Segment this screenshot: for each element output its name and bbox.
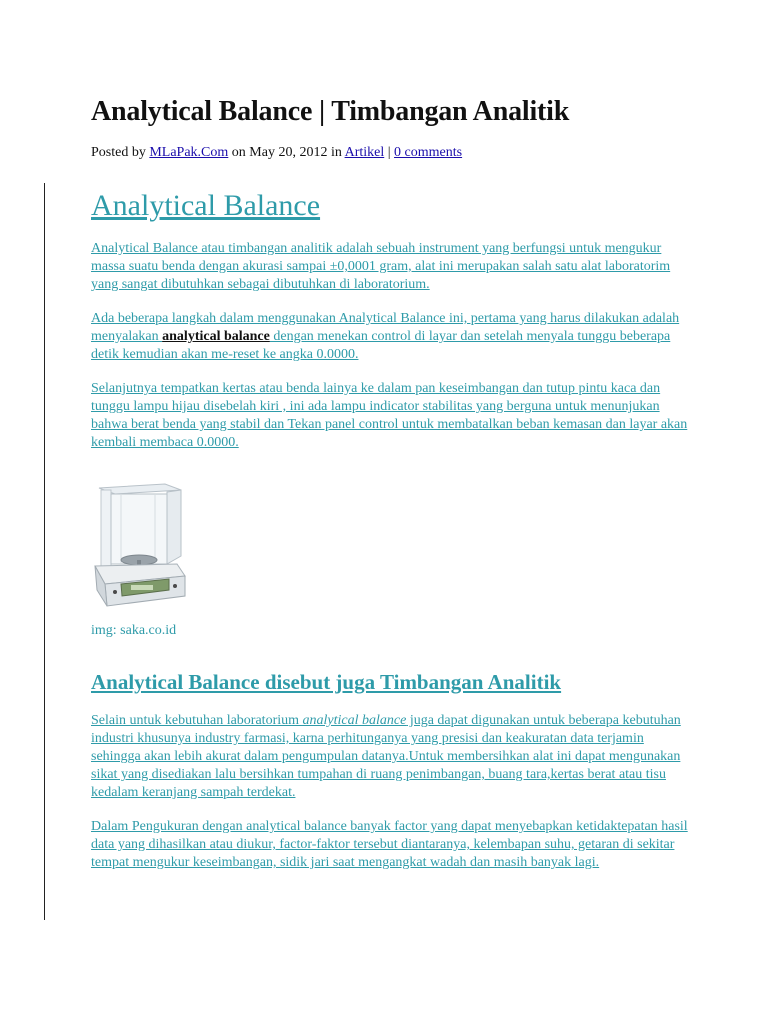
meta-date: on May 20, 2012 in [228,145,345,160]
section1-paragraph-3[interactable]: Selanjutnya tempatkan kertas atau benda lainya ke dalam pan keseimbangan dan tutup pintu kaca dan tunggu lampu hijau disebelah kiri , ini ada lampu indicator stabilitas yang berguna untuk menunjukan bahwa berat benda yang stabil dan Tekan panel control untuk membatalkan beban kemasan dan layar akan kembali membaca 0.0000. [91,381,688,450]
meta-prefix: Posted by [91,145,150,160]
analytical-balance-icon [91,480,187,608]
italic-term: analytical balance [302,713,407,728]
margin-rule [44,183,45,920]
section2-paragraph-1[interactable]: Selain untuk kebutuhan laboratorium analytical balance juga dapat digunakan untuk beberapa kebutuhan industri khusunya industry farmasi, karna perhitunganya yang presisi dan keakuratan data terjamin sehingga akan lebih akurat dalam pengumpulan datanya.Untuk membersihkan alat ini dapat mengunakan sikat yang disediakan lalu bersihkan tumpahan di ruang penimbangan, buang tara,kertas berat atau tisu kedalam keranjang sampah terdekat. [91,713,681,800]
author-link[interactable]: MLaPak.Com [149,145,229,160]
category-link[interactable]: Artikel [344,145,385,160]
bold-term: analytical balance [162,329,270,344]
image-caption: img: saka.co.id [91,623,177,638]
article [91,92,691,872]
analytical-balance-image [91,480,187,608]
post-meta [91,144,691,162]
section2-paragraph-2[interactable]: Dalam Pengukuran dengan analytical balance banyak factor yang dapat menyebapkan ketidaktepatan hasil data yang dihasilkan atau diukur, factor-faktor tersebut diantaranya, kelembapan suhu, getaran di sekitar tempat mengukur keseimbangan, sidik jari saat mengangkat wadah dan masih banyak lagi. [91,819,688,870]
section-heading-timbangan-analitik[interactable]: Analytical Balance disebut juga Timbangan Analitik [91,670,562,694]
post-title: Analytical Balance | Timbangan Analitik [91,96,570,127]
section1-paragraph-1[interactable]: Analytical Balance atau timbangan analitik adalah sebuah instrument yang berfungsi untuk mengukur massa suatu benda dengan akurasi sampai ±0,0001 gram, alat ini merupakan salah satu alat laboratorim yang sangat dibutuhkan sebagai dibutuhkan di laboratorium. [91,241,671,292]
meta-separator: | [384,145,395,160]
section1-paragraph-2[interactable]: Ada beberapa langkah dalam menggunakan Analytical Balance ini, pertama yang harus dilakukan adalah menyalakan analytical balance dengan menekan control di layar dan setelah menyala tunggu beberapa detik kemudian akan me-reset ke angka 0.0000. [91,311,680,362]
comments-link[interactable]: 0 comments [394,145,463,160]
section-heading-analytical-balance[interactable]: Analytical Balance [91,189,321,222]
